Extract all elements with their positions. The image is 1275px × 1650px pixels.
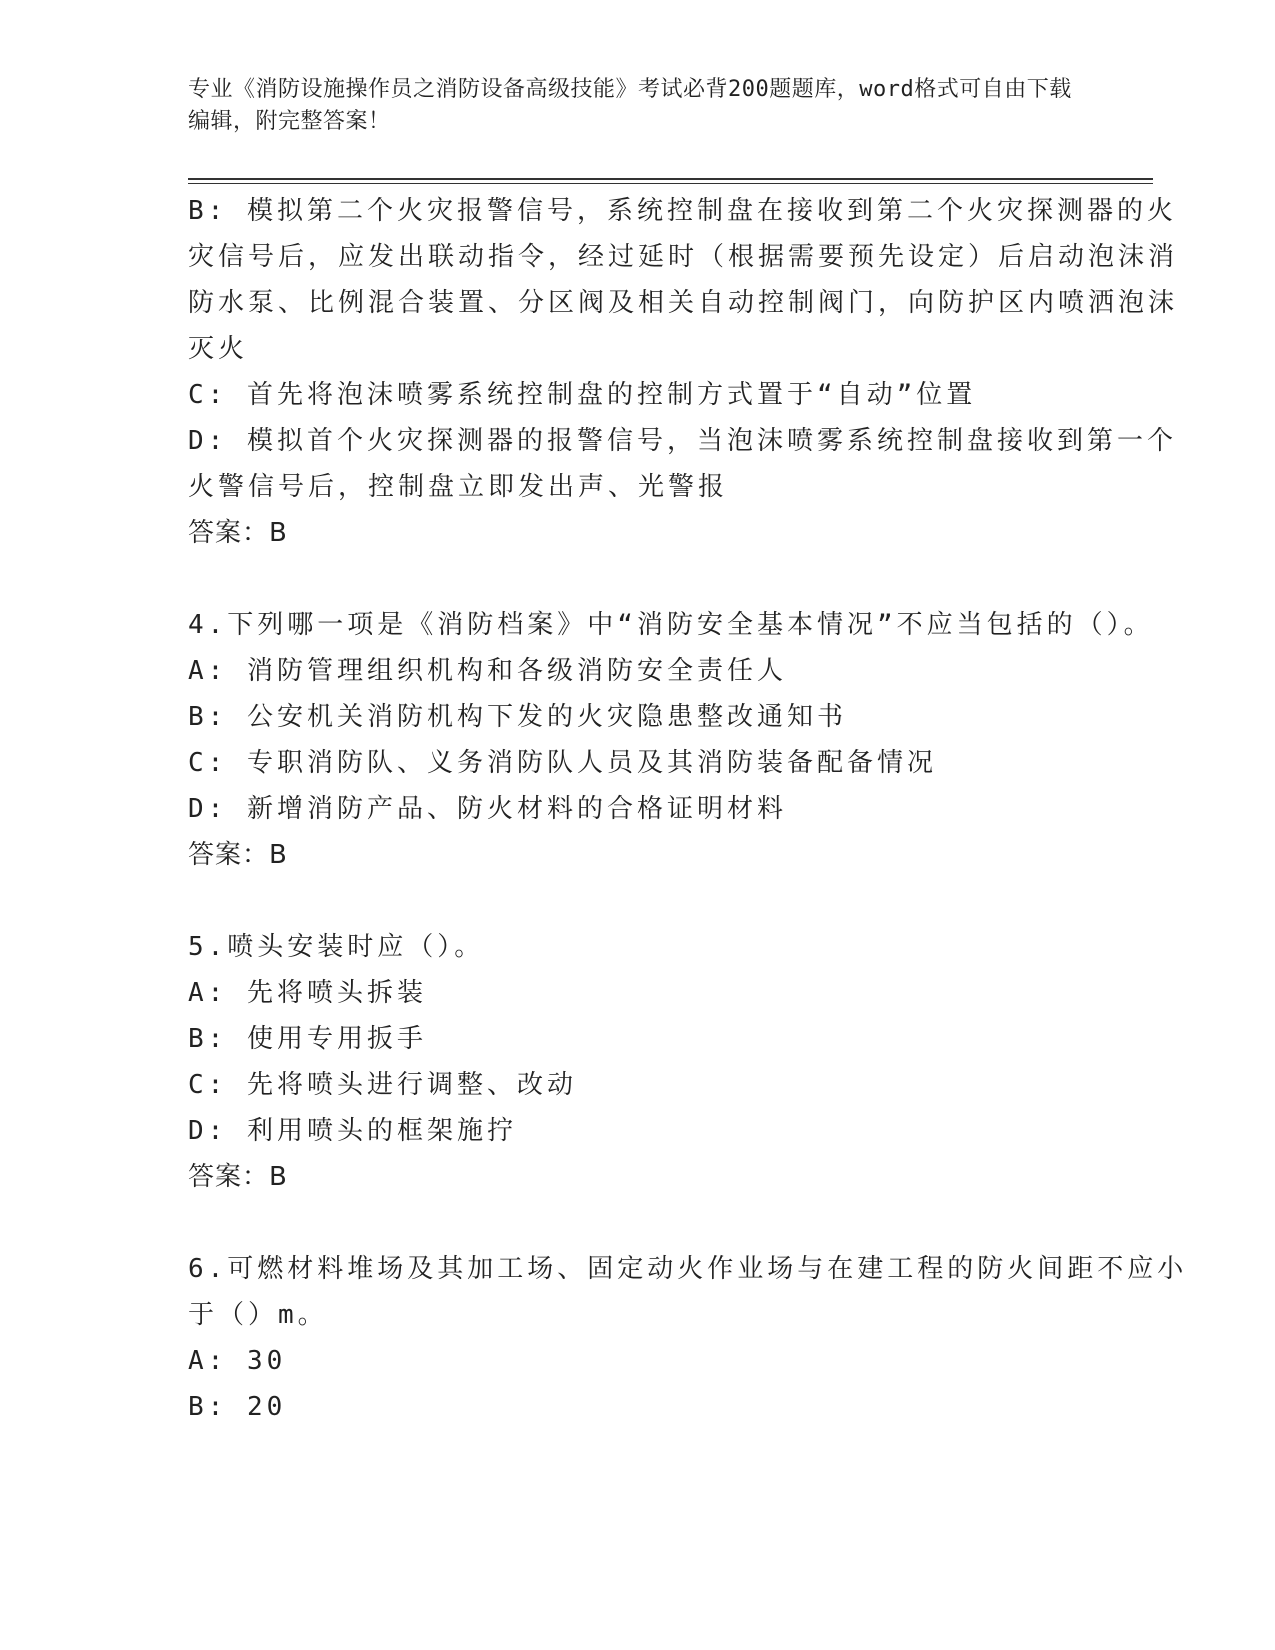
option-d: D: 新增消防产品、防火材料的合格证明材料 <box>188 794 787 824</box>
option-c: C: 首先将泡沫喷雾系统控制盘的控制方式置于“自动”位置 <box>188 380 977 410</box>
header-text: 专业《消防设施操作员之消防设备高级技能》考试必背200题题库，word格式可自由下载编辑，附完整答案！ <box>188 77 1072 134</box>
option-c: C: 专职消防队、义务消防队人员及其消防装备配备情况 <box>188 748 937 778</box>
question-4 <box>188 602 1188 878</box>
option-b: B: 模拟第二个火灾报警信号，系统控制盘在接收到第二个火灾探测器的火灾信号后，应发出联动指令，经过延时（根据需要预先设定）后启动泡沫消防水泵、比例混合装置、分区阀及相关自动控制阀门，向防护区内喷洒泡沫灭火 <box>188 196 1179 364</box>
option-d: D: 利用喷头的框架施拧 <box>188 1116 517 1146</box>
document-header <box>188 74 1088 138</box>
question-6 <box>188 1246 1188 1430</box>
option-c: C: 先将喷头进行调整、改动 <box>188 1070 577 1100</box>
question-content <box>188 188 1188 1430</box>
option-b: B: 20 <box>188 1392 287 1422</box>
option-b: B: 公安机关消防机构下发的火灾隐患整改通知书 <box>188 702 847 732</box>
question-5 <box>188 924 1188 1200</box>
option-a: A: 消防管理组织机构和各级消防安全责任人 <box>188 656 787 686</box>
header-divider <box>188 178 1153 180</box>
option-a: A: 30 <box>188 1346 287 1376</box>
option-b: B: 使用专用扳手 <box>188 1024 427 1054</box>
answer: 答案：B <box>188 518 288 548</box>
question-stem: 5.喷头安装时应（）。 <box>188 932 485 962</box>
option-d: D: 模拟首个火灾探测器的报警信号，当泡沫喷雾系统控制盘接收到第一个火警信号后，控制盘立即发出声、光警报 <box>188 426 1177 502</box>
question-3-tail <box>188 188 1188 556</box>
option-a: A: 先将喷头拆装 <box>188 978 427 1008</box>
question-stem: 4.下列哪一项是《消防档案》中“消防安全基本情况”不应当包括的（）。 <box>188 610 1154 640</box>
header-divider-thin <box>188 183 1153 184</box>
answer: 答案：B <box>188 840 288 870</box>
answer: 答案：B <box>188 1162 288 1192</box>
question-stem: 6.可燃材料堆场及其加工场、固定动火作业场与在建工程的防火间距不应小于（）m。 <box>188 1254 1188 1330</box>
